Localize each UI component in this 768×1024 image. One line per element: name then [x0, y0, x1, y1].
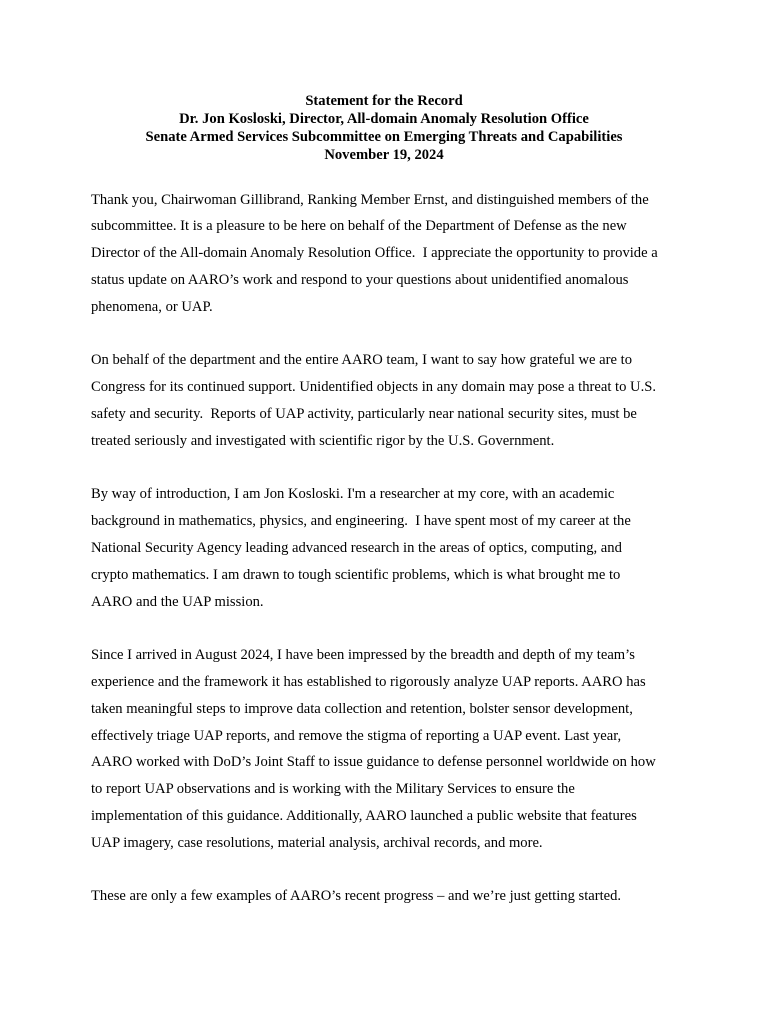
committee-line: Senate Armed Services Subcommittee on Emerging Threats and Capabilities — [145, 129, 623, 145]
paragraph-gratitude — [91, 347, 731, 454]
document-body — [91, 187, 731, 937]
paragraph-closing — [91, 883, 731, 910]
body-line: subcommittee. It is a pleasure to be here on behalf of the Department of Defense as the new — [91, 218, 627, 235]
body-line: to report UAP observations and is working with the Military Services to ensure the — [91, 781, 575, 798]
speaker-line: Dr. Jon Kosloski, Director, All-domain Anomaly Resolution Office — [179, 111, 589, 127]
body-line: Since I arrived in August 2024, I have been impressed by the breadth and depth of my team’s — [91, 647, 635, 664]
body-line: background in mathematics, physics, and engineering. I have spent most of my career at the — [91, 513, 631, 530]
body-line: These are only a few examples of AARO’s recent progress – and we’re just getting started. — [91, 888, 622, 905]
body-line: Thank you, Chairwoman Gillibrand, Ranking Member Ernst, and distinguished members of the — [91, 191, 649, 208]
statement-title: Statement for the Record — [305, 93, 463, 109]
body-line: Director of the All-domain Anomaly Resolution Office. I appreciate the opportunity to provide a — [91, 245, 658, 262]
body-line: Congress for its continued support. Unidentified objects in any domain may pose a threat to U.S. — [91, 379, 657, 396]
body-line: UAP imagery, case resolutions, material analysis, archival records, and more. — [91, 834, 543, 851]
body-line: On behalf of the department and the entire AARO team, I want to say how grateful we are to — [91, 352, 633, 369]
body-line: phenomena, or UAP. — [91, 298, 213, 315]
paragraph-progress — [91, 642, 731, 856]
body-line: National Security Agency leading advanced research in the areas of optics, computing, and — [91, 539, 622, 556]
body-line: AARO worked with DoD’s Joint Staff to issue guidance to defense personnel worldwide on how — [91, 754, 656, 771]
body-line: safety and security. Reports of UAP activity, particularly near national security sites, must be — [91, 405, 637, 422]
document-header — [0, 92, 768, 164]
body-line: crypto mathematics. I am drawn to tough scientific problems, which is what brought me to — [91, 566, 621, 583]
paragraph-opening — [91, 187, 731, 321]
body-line: status update on AARO’s work and respond to your questions about unidentified anomalous — [91, 271, 629, 288]
body-line: By way of introduction, I am Jon Kosloski. I'm a researcher at my core, with an academic — [91, 486, 615, 503]
body-line: AARO and the UAP mission. — [91, 593, 264, 610]
body-line: implementation of this guidance. Additionally, AARO launched a public website that features — [91, 807, 637, 824]
paragraph-introduction — [91, 481, 731, 615]
body-line: experience and the framework it has established to rigorously analyze UAP reports. AARO has — [91, 673, 646, 690]
body-line: treated seriously and investigated with scientific rigor by the U.S. Government. — [91, 432, 555, 449]
date-line: November 19, 2024 — [324, 147, 444, 163]
body-line: taken meaningful steps to improve data collection and retention, bolster sensor development, — [91, 700, 633, 717]
body-line: effectively triage UAP reports, and remove the stigma of reporting a UAP event. Last year, — [91, 727, 622, 744]
